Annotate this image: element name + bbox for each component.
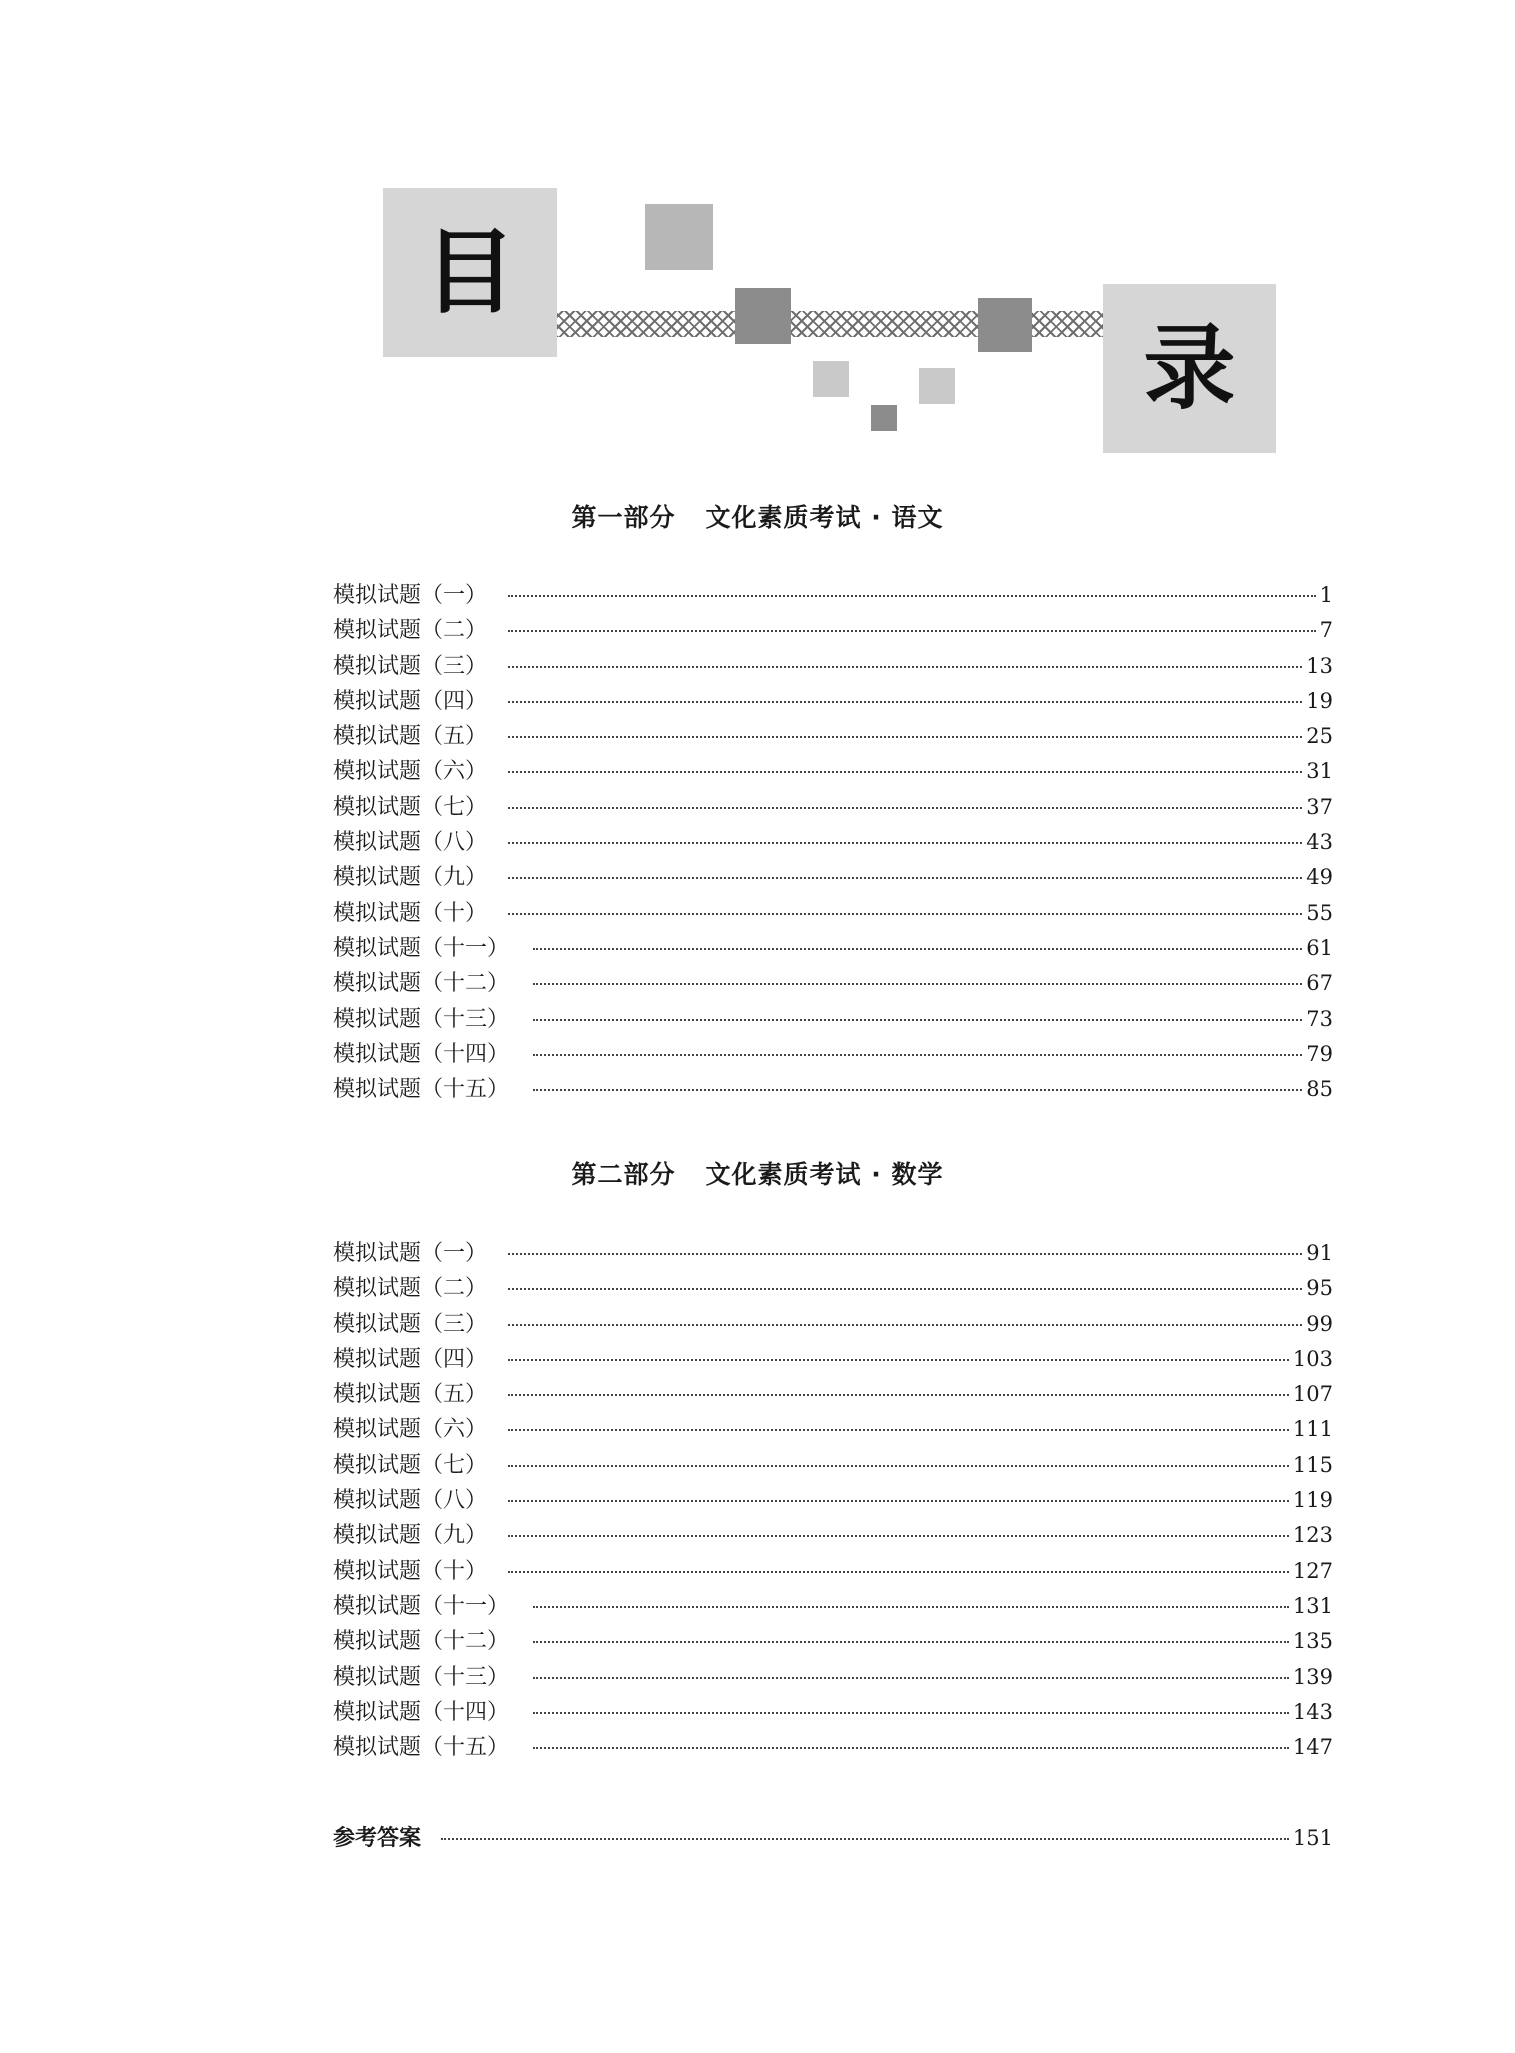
toc-page: 49 (1306, 865, 1333, 890)
toc-row[interactable] (333, 1448, 1333, 1483)
toc-page: 1 (1319, 583, 1333, 607)
decorative-square (919, 368, 955, 404)
title-char-left: 目 (423, 218, 516, 326)
part1-title (0, 498, 1515, 534)
toc-label: 模拟试题（十一） (333, 1593, 510, 1619)
toc-page: 61 (1306, 935, 1333, 960)
toc-row[interactable] (333, 1342, 1333, 1377)
toc-page: 107 (1292, 1382, 1333, 1407)
toc-row[interactable] (333, 860, 1333, 895)
dot-leader (508, 1253, 1302, 1255)
title-box-right (1103, 284, 1276, 453)
dot-leader (508, 807, 1302, 809)
dot-leader (533, 1019, 1302, 1021)
toc-row[interactable] (333, 578, 1333, 613)
dot-leader (533, 983, 1302, 985)
toc-label: 模拟试题（五） (333, 724, 488, 750)
toc-page: 19 (1306, 688, 1333, 713)
toc-label: 模拟试题（十三） (333, 1664, 510, 1690)
dot-leader (533, 1641, 1289, 1643)
toc-label: 模拟试题（二） (333, 1276, 488, 1302)
toc-label: 模拟试题（一） (333, 1241, 488, 1266)
decorative-square (871, 405, 897, 431)
dot-leader (508, 666, 1302, 668)
decorative-square (978, 298, 1032, 352)
toc-row[interactable] (333, 719, 1333, 754)
dot-leader (533, 1712, 1289, 1714)
dot-leader (533, 1054, 1302, 1056)
toc-row[interactable] (333, 1037, 1333, 1072)
toc-label-answers: 参考答案 (333, 1826, 422, 1851)
dot-leader (508, 1324, 1302, 1326)
dot-leader (508, 595, 1316, 597)
toc-row[interactable] (333, 649, 1333, 684)
toc-row[interactable] (333, 1412, 1333, 1447)
toc-row[interactable] (333, 613, 1333, 648)
toc-row[interactable] (333, 1377, 1333, 1412)
toc-label: 模拟试题（七） (333, 794, 488, 820)
toc-label: 模拟试题（六） (333, 759, 488, 785)
toc-label: 模拟试题（四） (333, 1346, 488, 1372)
toc-page: 111 (1292, 1417, 1333, 1442)
decorative-square (813, 361, 849, 397)
part1-title-subject: 文化素质考试 · 语文 (705, 503, 944, 532)
toc-row[interactable] (333, 1072, 1333, 1107)
dot-leader (533, 948, 1302, 950)
toc-row[interactable] (333, 1554, 1333, 1589)
toc-page: 73 (1306, 1006, 1333, 1031)
dot-leader (441, 1838, 1289, 1840)
dot-leader (533, 1747, 1289, 1749)
toc-page: 147 (1292, 1735, 1333, 1760)
toc-page: 25 (1306, 724, 1333, 749)
toc-row[interactable] (333, 1660, 1333, 1695)
toc-page: 7 (1319, 618, 1333, 643)
toc-page: 37 (1306, 794, 1333, 819)
dot-leader (533, 1606, 1289, 1608)
toc-page: 103 (1292, 1346, 1333, 1371)
toc-row[interactable] (333, 1483, 1333, 1518)
toc-page: 123 (1292, 1523, 1333, 1548)
toc-page: 143 (1292, 1699, 1333, 1724)
toc-label: 模拟试题（八） (333, 830, 488, 856)
toc-page: 67 (1306, 971, 1333, 996)
dot-leader (508, 736, 1302, 738)
toc-row-answers[interactable] (333, 1821, 1333, 1852)
toc-label: 模拟试题（一） (333, 583, 488, 608)
toc-row[interactable] (333, 790, 1333, 825)
toc-page: 13 (1306, 653, 1333, 678)
toc-label: 模拟试题（十一） (333, 935, 510, 961)
part1-toc-list (333, 578, 1333, 1107)
toc-label: 模拟试题（八） (333, 1488, 488, 1514)
toc-row[interactable] (333, 684, 1333, 719)
toc-label: 模拟试题（三） (333, 653, 488, 679)
dot-leader (508, 877, 1302, 879)
toc-label: 模拟试题（十二） (333, 971, 510, 997)
toc-row[interactable] (333, 1518, 1333, 1553)
toc-row[interactable] (333, 1002, 1333, 1037)
toc-label: 模拟试题（十四） (333, 1041, 510, 1067)
dot-leader (508, 1429, 1289, 1431)
toc-label: 模拟试题（十五） (333, 1735, 510, 1761)
toc-page: 115 (1292, 1452, 1333, 1477)
dot-leader (508, 913, 1302, 915)
dot-leader (508, 630, 1316, 632)
toc-page: 99 (1306, 1311, 1333, 1336)
dot-leader (508, 1465, 1289, 1467)
toc-row[interactable] (333, 754, 1333, 789)
part1-title-part: 第一部分 (571, 503, 676, 532)
toc-row[interactable] (333, 1236, 1333, 1271)
dot-leader (508, 1359, 1289, 1361)
dot-leader (508, 701, 1302, 703)
toc-label: 模拟试题（十二） (333, 1629, 510, 1655)
part2-toc-list (333, 1236, 1333, 1765)
toc-label: 模拟试题（七） (333, 1452, 488, 1478)
dot-leader (533, 1089, 1302, 1091)
toc-row[interactable] (333, 1307, 1333, 1342)
dot-leader (508, 1288, 1302, 1290)
toc-page: 131 (1292, 1593, 1333, 1618)
toc-row[interactable] (333, 1695, 1333, 1730)
toc-label: 模拟试题（九） (333, 1523, 488, 1549)
toc-label: 模拟试题（十四） (333, 1699, 510, 1725)
toc-label: 模拟试题（三） (333, 1311, 488, 1337)
toc-page: 119 (1292, 1488, 1333, 1513)
toc-row[interactable] (333, 1730, 1333, 1765)
dot-leader (508, 1500, 1289, 1502)
toc-page-answers: 151 (1292, 1826, 1333, 1850)
dot-leader (508, 1535, 1289, 1537)
dot-leader (508, 842, 1302, 844)
dot-leader (508, 771, 1302, 773)
decorative-square (645, 204, 713, 270)
toc-row[interactable] (333, 1589, 1333, 1624)
toc-page: 43 (1306, 830, 1333, 855)
toc-row[interactable] (333, 825, 1333, 860)
toc-page: 55 (1306, 900, 1333, 925)
dot-leader (508, 1394, 1289, 1396)
part2-title-subject: 文化素质考试 · 数学 (705, 1160, 944, 1189)
toc-label: 模拟试题（五） (333, 1382, 488, 1408)
toc-banner (0, 0, 1515, 470)
toc-row[interactable] (333, 1624, 1333, 1659)
toc-page: 127 (1292, 1558, 1333, 1583)
toc-page: 91 (1306, 1241, 1333, 1265)
toc-row[interactable] (333, 896, 1333, 931)
toc-label: 模拟试题（九） (333, 865, 488, 891)
toc-page: 79 (1306, 1041, 1333, 1066)
toc-row[interactable] (333, 931, 1333, 966)
toc-page: 95 (1306, 1276, 1333, 1301)
toc-label: 模拟试题（十五） (333, 1077, 510, 1103)
toc-page: 139 (1292, 1664, 1333, 1689)
title-box-left (383, 188, 557, 357)
toc-page: 85 (1306, 1077, 1333, 1102)
toc-label: 模拟试题（四） (333, 688, 488, 714)
part2-title-part: 第二部分 (571, 1160, 676, 1189)
decorative-square (735, 288, 791, 344)
toc-label: 模拟试题（十三） (333, 1006, 510, 1032)
dot-leader (508, 1571, 1289, 1573)
dot-leader (533, 1677, 1289, 1679)
toc-label: 模拟试题（十） (333, 1558, 488, 1584)
toc-label: 模拟试题（二） (333, 618, 488, 644)
toc-page: 31 (1306, 759, 1333, 784)
toc-label: 模拟试题（十） (333, 900, 488, 926)
toc-row[interactable] (333, 966, 1333, 1001)
toc-label: 模拟试题（六） (333, 1417, 488, 1443)
toc-page: 135 (1292, 1629, 1333, 1654)
part2-title (0, 1155, 1515, 1191)
title-char-right: 录 (1143, 314, 1236, 422)
toc-row[interactable] (333, 1271, 1333, 1306)
